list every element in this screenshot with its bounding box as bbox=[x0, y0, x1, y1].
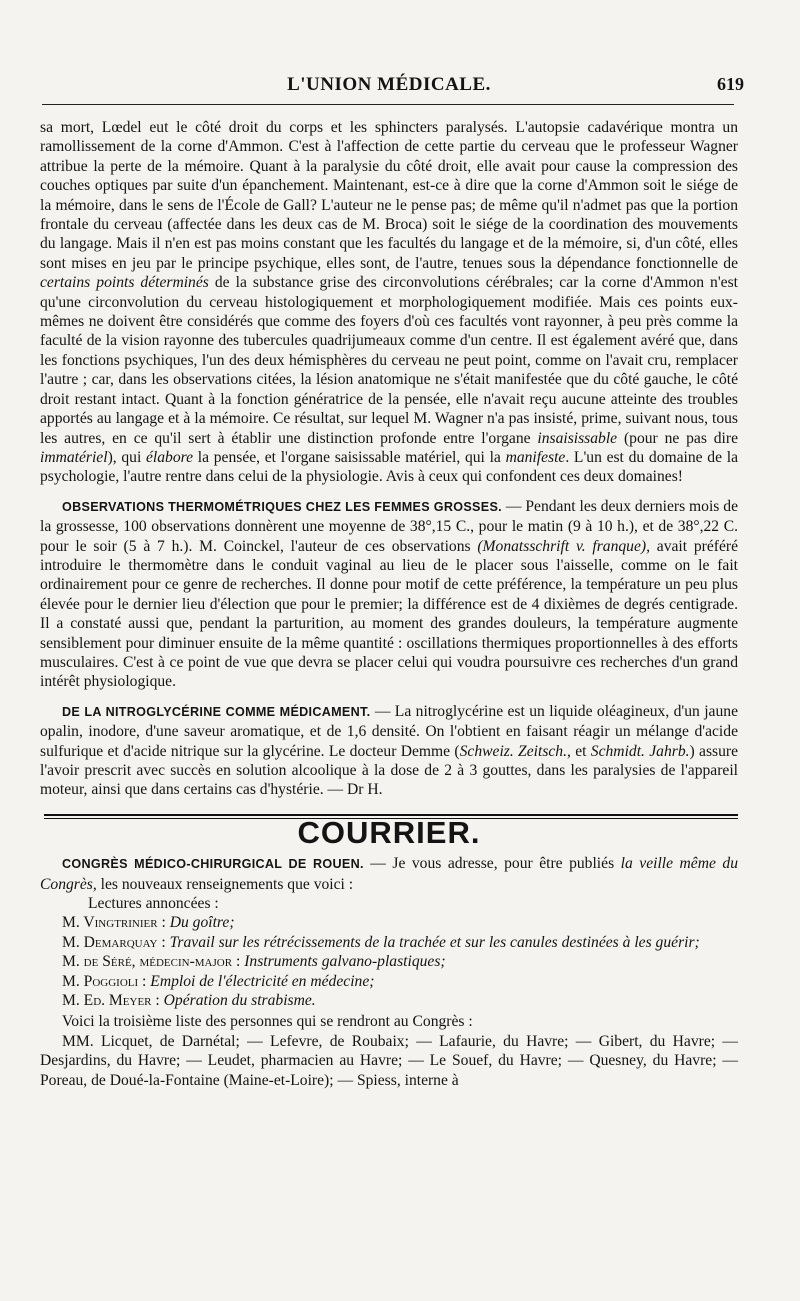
lecture-speaker: M. Demarquay bbox=[62, 933, 158, 951]
lecture-speaker: M. Ed. Meyer bbox=[62, 992, 152, 1010]
paragraph-congres bbox=[40, 854, 738, 894]
page-number: 619 bbox=[717, 74, 744, 94]
lecture-speaker: M. de Séré, médecin-major bbox=[62, 953, 233, 971]
lecture-title: Travail sur les rétrécissements de la trachée et sur les canules destinées à les guérir; bbox=[169, 933, 700, 951]
lecture-item: M. Poggioli : Emploi de l'électricité en médecine; bbox=[62, 972, 375, 990]
article-body bbox=[40, 118, 738, 1090]
liste-intro: Voici la troisième liste des personnes qui se rendront au Congrès : bbox=[62, 1013, 473, 1031]
emphasis: insaisissable bbox=[537, 429, 618, 447]
courrier-title: COURRIER. bbox=[297, 814, 481, 850]
emphasis: manifeste bbox=[505, 448, 566, 466]
running-header bbox=[40, 74, 744, 98]
emphasis: Schweiz. Zeitsch. bbox=[459, 742, 568, 760]
lecture-title: Emploi de l'électricité en médecine; bbox=[150, 972, 375, 990]
text-run: . L'un est du domaine de la psychologie, l'autre rentre dans celui de la physiologie. Avis à ceux qui confondent ces deux domaines! bbox=[40, 448, 738, 486]
emphasis: (Monatsschrift v. franque), bbox=[477, 537, 650, 555]
text-run: (pour ne pas dire bbox=[617, 429, 738, 447]
paragraph-nitroglycerine bbox=[40, 702, 738, 800]
journal-title: L'UNION MÉDICALE. bbox=[287, 74, 491, 95]
emphasis: élabore bbox=[146, 448, 194, 466]
text-run: avait préféré introduire le thermomètre dans le conduit vaginal au lieu de le placer sous l'aisselle, comme on le fait ordinairement pour ce genre de recherches. Il donne pour motif de cette préférence, la température un peu plus élevée pour le dernier lieu d'élection que pour le premier; la différence est de 4 dixièmes de degrés centigrade. Il a constaté aussi que, pendant la parturition, au moment des grandes douleurs, la température augmente sensiblement pour diminuer ensuite de la même quantité : oscillations thermiques proportionnelles à des efforts musculaires. C'est à ce point de vue que devra se placer celui qui voudra poursuivre ces recherches d'un grand intérêt physiologique. bbox=[40, 537, 738, 691]
paragraph-memory bbox=[40, 118, 738, 487]
text-run: , et bbox=[567, 742, 591, 760]
liste-participants: MM. Licquet, de Darnétal; — Lefevre, de Roubaix; — Lafaurie, du Havre; — Gibert, du Havre; — Desjardins, du Havre; — Leudet, pharmacien au Havre; — Le Souef, du Havre; — Quesney, du Havre; — Poreau, de Doué-la-Fontaine (Maine-et-Loire); — Spiess, interne à bbox=[40, 1032, 738, 1089]
lecture-item: M. de Séré, médecin-major : Instruments galvano-plastiques; bbox=[62, 953, 446, 971]
text-run: de la substance grise des circonvolutions cérébrales; car la corne d'Ammon n'est qu'une circonvolution du cerveau histologiquement et morphologiquement modifiée. Mais ces points eux-mêmes ne doivent être considérés que comme des foyers d'où ces facultés vont rayonner, à peu près comme la faculté de la vision rayonne des tubercules quadrijumeaux comme d'un centre. Il est également avéré que, dans les fonctions psychiques, l'un des deux hémisphères du cerveau ne peut point, comme on l'avait cru, remplacer l'autre ; car, dans les observations citées, la lésion anatomique ne s'était manifestée que du côté gauche, le côté droit restant intact. Quant à la fonction génératrice de la pensée, elle n'avait reçu aucune atteinte des troubles apportés au langage et à la mémoire. Ce résultat, sur lequel M. Wagner n'a pas insisté, prime, suivant nous, tous les autres, en ce qu'il sert à établir une distinction profonde entre l'organe bbox=[40, 274, 738, 447]
lectures-label: Lectures annoncées : bbox=[88, 895, 219, 913]
text-run: sa mort, Lœdel eut le côté droit du corps et les sphincters paralysés. L'autopsie cadavérique montra un ramollissement de la corne d'Ammon. C'est à l'affection de cette partie du cerveau que le professeur Wagner attribue la perte de la mémoire. Quant à la paralysie du côté droit, elle avait pour cause la compression des couches optiques par suite d'un épanchement. Maintenant, est-ce à dire que la corne d'Ammon soit le siége de la mémoire, dans le sens de l'École de Gall? L'auteur ne le pense pas; de même qu'il n'admet pas que la portion frontale du cerveau (affectée dans les deux cas de M. Broca) soit le siége de la coordination des mouvements du langage. Mais il n'en est pas moins constant que les facultés du langage et de la mémoire, si, d'un côté, elles sont mises en jeu par le principe psychique, elles sont, de l'autre, tenues sous la dépendance fonctionnelle de bbox=[40, 119, 738, 272]
lecture-item: M. Ed. Meyer : Opération du strabisme. bbox=[62, 992, 316, 1010]
text-run: — La nitroglycérine est un liquide oléagineux, d'un jaune opalin, inodore, d'une saveur aromatique, et de 1,6 densité. On l'obtient en faisant réagir un mélange d'acide sulfurique et d'acide nitrique sur la glycérine. Le docteur Demme ( bbox=[40, 702, 738, 760]
text-run: la pensée, et l'organe saisissable matériel, qui la bbox=[193, 448, 506, 466]
lecture-speaker: M. Vingtrinier bbox=[62, 914, 158, 932]
text-run: ), qui bbox=[107, 448, 146, 466]
lecture-item: M. Vingtrinier : Du goître; bbox=[62, 914, 235, 932]
emphasis: la veille même du Congrès, bbox=[40, 855, 739, 893]
section-heading-congres: CONGRÈS MÉDICO-CHIRURGICAL DE ROUEN. bbox=[62, 857, 364, 872]
emphasis: immatériel bbox=[40, 448, 108, 466]
header-rule bbox=[42, 104, 734, 105]
lecture-title: Opération du strabisme. bbox=[163, 992, 316, 1010]
text-run: les nouveaux renseignements que voici : bbox=[96, 875, 354, 893]
emphasis: certains points déterminés bbox=[40, 274, 209, 292]
section-heading-thermometric: OBSERVATIONS THERMOMÉTRIQUES CHEZ LES FEMMES GROSSES. bbox=[62, 499, 502, 514]
lecture-title: Instruments galvano-plastiques; bbox=[244, 953, 446, 971]
emphasis: Schmidt. Jahrb. bbox=[590, 742, 690, 760]
lecture-speaker: M. Poggioli bbox=[62, 972, 139, 990]
text-run: — Pendant les deux derniers mois de la grossesse, 100 observations donnèrent une moyenne de 38°,15 C., pour le matin (9 à 10 h.), et de 38°,22 C. pour le soir (5 à 7 h.). M. Coinckel, l'auteur de ces observations bbox=[40, 497, 738, 555]
text-run: ) assure l'avoir prescrit avec succès en solution alcoolique à la dose de 2 à 3 gouttes, dans les paralysies de l'appareil moteur, ainsi que dans certains cas d'hystérie. — Dr H. bbox=[40, 742, 739, 799]
lecture-title: Du goître; bbox=[169, 914, 235, 932]
section-heading-nitroglycerine: DE LA NITROGLYCÉRINE COMME MÉDICAMENT. bbox=[62, 704, 371, 719]
paragraph-thermometric bbox=[40, 497, 738, 692]
lecture-item: M. Demarquay : Travail sur les rétrécissements de la trachée et sur les canules destinées à les guérir; bbox=[62, 933, 700, 951]
text-run: — Je vous adresse, pour être publiés bbox=[363, 855, 621, 873]
